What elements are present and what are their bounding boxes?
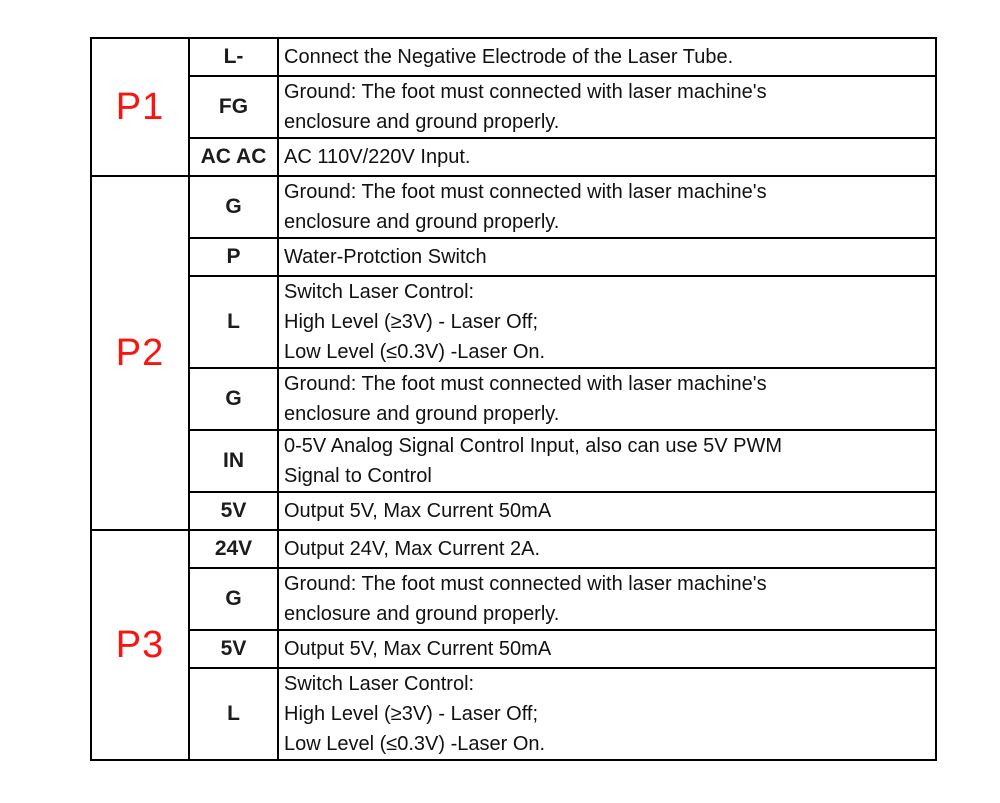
desc-line: Water-Protction Switch [284, 246, 487, 268]
table-row [91, 568, 936, 630]
desc-cell [278, 530, 936, 568]
desc-cell [278, 138, 936, 176]
table-row [91, 668, 936, 760]
table-row [91, 492, 936, 530]
table-row [91, 176, 936, 238]
table-row [91, 76, 936, 138]
table-row [91, 276, 936, 368]
table-row [91, 530, 936, 568]
pin-cell: L- [189, 38, 278, 76]
desc-line: Ground: The foot must connected with laser machine's [284, 373, 767, 395]
desc-line: High Level (≥3V) - Laser Off; [284, 703, 539, 725]
desc-line: Output 24V, Max Current 2A. [284, 538, 541, 560]
table-row [91, 430, 936, 492]
pin-cell: 24V [189, 530, 278, 568]
desc-line: Ground: The foot must connected with laser machine's [284, 181, 767, 203]
pin-cell: P [189, 238, 278, 276]
pin-cell: G [189, 568, 278, 630]
desc-line: enclosure and ground properly. [284, 111, 560, 133]
group-label-p2: P2 [91, 176, 189, 530]
table-row [91, 138, 936, 176]
pin-cell: L [189, 668, 278, 760]
desc-line: Output 5V, Max Current 50mA [284, 500, 552, 522]
pin-cell: L [189, 276, 278, 368]
desc-cell [278, 568, 936, 630]
desc-line: Ground: The foot must connected with laser machine's [284, 81, 767, 103]
desc-cell [278, 176, 936, 238]
desc-line: Low Level (≤0.3V) -Laser On. [284, 341, 546, 363]
pin-cell: G [189, 176, 278, 238]
desc-cell [278, 630, 936, 668]
desc-line: Output 5V, Max Current 50mA [284, 638, 552, 660]
table-row [91, 238, 936, 276]
desc-line: Signal to Control [284, 465, 432, 487]
pin-cell: G [189, 368, 278, 430]
desc-line: 0-5V Analog Signal Control Input, also can use 5V PWM [284, 435, 783, 457]
group-label-p3: P3 [91, 530, 189, 760]
desc-line: AC 110V/220V Input. [284, 146, 471, 168]
desc-cell [278, 238, 936, 276]
desc-line: Switch Laser Control: [284, 673, 475, 695]
desc-cell [278, 668, 936, 760]
table-row [91, 38, 936, 76]
desc-cell [278, 38, 936, 76]
desc-line: enclosure and ground properly. [284, 403, 560, 425]
pin-cell: AC AC [189, 138, 278, 176]
pin-cell: IN [189, 430, 278, 492]
desc-line: Switch Laser Control: [284, 281, 475, 303]
table-row [91, 630, 936, 668]
pin-cell: 5V [189, 492, 278, 530]
desc-line: enclosure and ground properly. [284, 603, 560, 625]
desc-line: Low Level (≤0.3V) -Laser On. [284, 733, 546, 755]
group-label-p1: P1 [91, 38, 189, 176]
desc-cell [278, 492, 936, 530]
desc-line: High Level (≥3V) - Laser Off; [284, 311, 539, 333]
desc-cell [278, 276, 936, 368]
desc-line: enclosure and ground properly. [284, 211, 560, 233]
desc-cell [278, 430, 936, 492]
table-row [91, 368, 936, 430]
desc-line: Connect the Negative Electrode of the Laser Tube. [284, 46, 734, 68]
desc-cell [278, 368, 936, 430]
pin-cell: FG [189, 76, 278, 138]
desc-cell [278, 76, 936, 138]
desc-line: Ground: The foot must connected with laser machine's [284, 573, 767, 595]
pin-cell: 5V [189, 630, 278, 668]
pin-function-table [90, 37, 937, 761]
